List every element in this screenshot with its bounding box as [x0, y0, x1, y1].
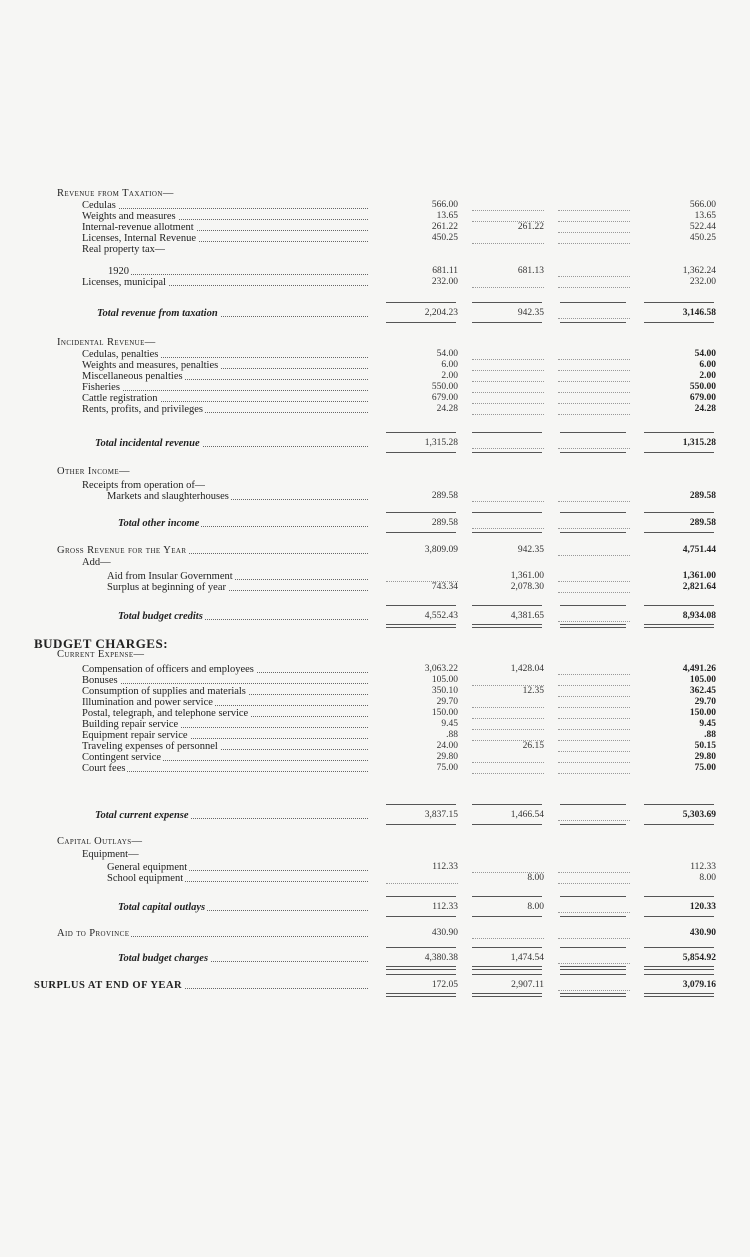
section-heading: Other Income—	[57, 466, 130, 477]
general-fund-value: 261.22	[431, 222, 458, 232]
total-value: 24.28	[694, 404, 716, 414]
rule-line	[644, 824, 714, 825]
line-item-label	[107, 491, 368, 502]
rule-line	[386, 532, 456, 533]
total-label	[118, 953, 368, 964]
rule-line	[386, 605, 456, 606]
total-value: 4,491.26	[682, 664, 716, 674]
rule-line	[472, 824, 542, 825]
total-value: 9.45	[699, 719, 716, 729]
subheading: Receipts from operation of—	[82, 480, 206, 491]
school-fund-value: 26.15	[522, 741, 544, 751]
rule-line	[560, 966, 626, 970]
label-text: Miscellaneous penalties	[82, 371, 183, 382]
rule-line	[472, 937, 544, 939]
label-text: Weights and measures, penalties	[82, 360, 219, 371]
label-text: School equipment	[107, 873, 184, 884]
line-item-label	[107, 571, 368, 582]
rule-line	[472, 717, 544, 719]
total-value: 3,146.58	[682, 308, 716, 318]
rule-line	[558, 500, 630, 502]
rule-line	[472, 380, 544, 382]
rule-line	[472, 209, 544, 211]
rule-line	[558, 962, 630, 964]
rule-line	[560, 804, 626, 805]
label-text: Total incidental revenue	[95, 438, 200, 449]
line-item-label	[82, 741, 368, 752]
rule-line	[386, 432, 456, 433]
general-fund-value: 29.70	[436, 697, 458, 707]
total-value: 120.33	[689, 902, 716, 912]
rule-line	[386, 624, 456, 628]
rule-line	[644, 804, 714, 805]
rule-line	[558, 402, 630, 404]
rule-line	[558, 580, 630, 582]
general-fund-value: 24.28	[436, 404, 458, 414]
total-value: 2,821.64	[682, 582, 716, 592]
general-fund-value: 24.00	[436, 741, 458, 751]
total-value: 4,751.44	[682, 545, 716, 555]
rule-line	[558, 527, 630, 529]
label-text: Building repair service	[82, 719, 179, 730]
total-value: 1,315.28	[682, 438, 716, 448]
rule-line	[558, 819, 630, 821]
rule-line	[472, 896, 542, 897]
rule-line	[560, 624, 626, 628]
line-item-label	[82, 686, 368, 697]
rule-line	[558, 871, 630, 873]
total-value: 362.45	[689, 686, 716, 696]
rule-line	[560, 322, 626, 323]
rule-line	[472, 947, 542, 948]
school-fund-value: 8.00	[527, 873, 544, 883]
line-item-label	[108, 266, 368, 277]
label-text: Cattle registration	[82, 393, 158, 404]
general-fund-value: 13.65	[436, 211, 458, 221]
total-value: 5,303.69	[682, 810, 716, 820]
gross-label	[57, 545, 368, 556]
surplus-label	[34, 980, 368, 991]
rule-line	[644, 624, 714, 628]
label-text: Markets and slaughterhouses	[107, 491, 229, 502]
label-text: Cedulas, penalties	[82, 349, 159, 360]
label-text: Postal, telegraph, and telephone service	[82, 708, 249, 719]
rule-line	[472, 966, 542, 970]
total-value: 1,361.00	[682, 571, 716, 581]
general-fund-value: 1,315.28	[424, 438, 458, 448]
total-label	[118, 611, 368, 622]
general-fund-value: 75.00	[436, 763, 458, 773]
rule-line	[558, 772, 630, 774]
rule-line	[558, 369, 630, 371]
rule-line	[558, 209, 630, 211]
line-item-label	[82, 277, 368, 288]
general-fund-value: 3,809.09	[424, 545, 458, 555]
general-fund-value: 450.25	[431, 233, 458, 243]
general-fund-value: 29.80	[436, 752, 458, 762]
school-fund-value: 942.35	[517, 308, 544, 318]
rule-line	[558, 447, 630, 449]
rule-line	[386, 993, 456, 997]
line-item-label	[107, 582, 368, 593]
rule-line	[644, 966, 714, 970]
label-text: Consumption of supplies and materials	[82, 686, 246, 697]
general-fund-value: 289.58	[431, 518, 458, 528]
rule-line	[472, 369, 544, 371]
total-value: 2.00	[699, 371, 716, 381]
rule-line	[472, 728, 544, 730]
rule-line	[386, 966, 456, 970]
general-fund-value: 3,063.22	[424, 664, 458, 674]
label-text: Aid from Insular Government	[107, 571, 233, 582]
section-heading: Capital Outlays—	[57, 836, 143, 847]
general-fund-value: 112.33	[432, 862, 458, 872]
line-item-label	[82, 697, 368, 708]
label-text: Weights and measures	[82, 211, 176, 222]
school-fund-value: 4,381.65	[510, 611, 544, 621]
line-item-label	[82, 664, 368, 675]
line-item-label	[82, 730, 368, 741]
total-value: .88	[704, 730, 716, 740]
general-fund-value: 350.10	[431, 686, 458, 696]
label-text: Internal-revenue allotment	[82, 222, 194, 233]
general-fund-value: 6.00	[441, 360, 458, 370]
general-fund-value: 2.00	[441, 371, 458, 381]
school-fund-value: 942.35	[517, 545, 544, 555]
rule-line	[386, 916, 456, 917]
rule-line	[644, 605, 714, 606]
rule-line	[472, 432, 542, 433]
general-fund-value: 9.45	[441, 719, 458, 729]
label-text: SURPLUS AT END OF YEAR	[34, 980, 183, 991]
line-item-label	[82, 349, 368, 360]
school-fund-value: 1,428.04	[510, 664, 544, 674]
line-item-label	[82, 233, 368, 244]
rule-line	[560, 432, 626, 433]
rule-line	[558, 286, 630, 288]
rule-line	[558, 989, 630, 991]
school-fund-value: 261.22	[517, 222, 544, 232]
total-value: 232.00	[689, 277, 716, 287]
rule-line	[386, 512, 456, 513]
rule-line	[560, 916, 626, 917]
line-item-label	[82, 719, 368, 730]
total-label	[95, 810, 368, 821]
rule-line	[558, 695, 630, 697]
school-fund-value: 2,078.30	[510, 582, 544, 592]
rule-line	[558, 882, 630, 884]
total-value: 8,934.08	[682, 611, 716, 621]
rule-line	[472, 605, 542, 606]
rule-line	[472, 993, 542, 997]
label-text: Total budget credits	[118, 611, 203, 622]
rule-line	[558, 231, 630, 233]
rule-line	[558, 554, 630, 556]
line-item-label	[82, 675, 368, 686]
total-value: 6.00	[699, 360, 716, 370]
rule-line	[558, 391, 630, 393]
rule-line	[560, 452, 626, 453]
rule-line	[558, 591, 630, 593]
rule-line	[560, 512, 626, 513]
total-value: 522.44	[689, 222, 716, 232]
general-fund-value: 172.05	[431, 980, 458, 990]
total-value: 29.80	[694, 752, 716, 762]
general-fund-value: 150.00	[431, 708, 458, 718]
total-label	[118, 902, 368, 913]
general-fund-value: 4,552.43	[424, 611, 458, 621]
rule-line	[472, 391, 544, 393]
rule-line	[472, 916, 542, 917]
total-value: 550.00	[689, 382, 716, 392]
general-fund-value: 743.34	[431, 582, 458, 592]
rule-line	[386, 452, 456, 453]
line-item-label	[82, 211, 368, 222]
line-item-label	[82, 222, 368, 233]
rule-line	[472, 532, 542, 533]
school-fund-value: 12.35	[522, 686, 544, 696]
rule-line	[644, 512, 714, 513]
subheading: Equipment—	[82, 849, 139, 860]
label-text: Surplus at beginning of year	[107, 582, 226, 593]
label-text: Licenses, Internal Revenue	[82, 233, 196, 244]
school-fund-value: 681.13	[517, 266, 544, 276]
general-fund-value: 54.00	[436, 349, 458, 359]
total-value: 105.00	[689, 675, 716, 685]
label-text: 1920	[108, 266, 129, 277]
rule-line	[644, 993, 714, 997]
total-value: 112.33	[690, 862, 716, 872]
label-text: Licenses, municipal	[82, 277, 166, 288]
rule-line	[558, 380, 630, 382]
label-text: Illumination and power service	[82, 697, 213, 708]
total-label	[97, 308, 368, 319]
school-fund-value: 1,466.54	[510, 810, 544, 820]
general-fund-value: 232.00	[431, 277, 458, 287]
rule-line	[472, 242, 544, 244]
school-fund-value: 1,474.54	[510, 953, 544, 963]
rule-line	[386, 896, 456, 897]
rule-line	[560, 302, 626, 303]
line-item-label	[82, 708, 368, 719]
rule-line	[560, 993, 626, 997]
label-text: Gross Revenue for the Year	[57, 545, 187, 556]
rule-line	[472, 358, 544, 360]
line-item-label	[107, 862, 368, 873]
rule-line	[386, 804, 456, 805]
general-fund-value: 2,204.23	[424, 308, 458, 318]
general-fund-value: 105.00	[431, 675, 458, 685]
rule-line	[644, 432, 714, 433]
total-label	[95, 438, 368, 449]
school-fund-value: 8.00	[527, 902, 544, 912]
general-fund-value: 550.00	[431, 382, 458, 392]
label-text: Contingent service	[82, 752, 162, 763]
label-text: Traveling expenses of personnel	[82, 741, 218, 752]
rule-line	[558, 220, 630, 222]
rule-line	[558, 358, 630, 360]
total-value: 289.58	[689, 518, 716, 528]
subheading: Add—	[82, 557, 111, 568]
rule-line	[558, 739, 630, 741]
label-text: Equipment repair service	[82, 730, 188, 741]
rule-line	[386, 974, 456, 975]
section-heading: Current Expense—	[57, 649, 145, 660]
rule-line	[560, 974, 626, 975]
general-fund-value: 289.58	[431, 491, 458, 501]
line-item-label	[82, 200, 368, 211]
label-text: General equipment	[107, 862, 188, 873]
label-text: Total capital outlays	[118, 902, 206, 913]
general-fund-value: 681.11	[432, 266, 458, 276]
gross-label	[57, 928, 368, 939]
total-value: 29.70	[694, 697, 716, 707]
line-item-label	[82, 763, 368, 774]
rule-line	[472, 772, 544, 774]
line-item-label	[107, 873, 368, 884]
rule-line	[472, 402, 544, 404]
line-item-label	[82, 371, 368, 382]
total-value: 450.25	[689, 233, 716, 243]
rule-line	[560, 532, 626, 533]
general-fund-value: 112.33	[432, 902, 458, 912]
general-fund-value: 430.90	[431, 928, 458, 938]
total-value: 150.00	[689, 708, 716, 718]
total-value: 1,362.24	[682, 266, 716, 276]
rule-line	[558, 242, 630, 244]
total-value: 3,079.16	[682, 980, 716, 990]
section-heading: Revenue from Taxation—	[57, 188, 174, 199]
rule-line	[558, 317, 630, 319]
rule-line	[558, 620, 630, 622]
school-fund-value: 1,361.00	[510, 571, 544, 581]
rule-line	[644, 452, 714, 453]
rule-line	[558, 673, 630, 675]
line-item-label	[82, 382, 368, 393]
rule-line	[472, 447, 544, 449]
rule-line	[558, 413, 630, 415]
rule-line	[558, 937, 630, 939]
label-text: Compensation of officers and employees	[82, 664, 254, 675]
label-text: Fisheries	[82, 382, 120, 393]
rule-line	[644, 322, 714, 323]
line-item-label	[82, 752, 368, 763]
rule-line	[558, 750, 630, 752]
rule-line	[560, 605, 626, 606]
rule-line	[558, 717, 630, 719]
rule-line	[472, 512, 542, 513]
general-fund-value: .88	[446, 730, 458, 740]
rule-line	[472, 761, 544, 763]
rule-line	[472, 706, 544, 708]
rule-line	[386, 302, 456, 303]
total-value: 50.15	[694, 741, 716, 751]
rule-line	[472, 413, 544, 415]
total-value: 5,854.92	[682, 953, 716, 963]
general-fund-value: 679.00	[431, 393, 458, 403]
rule-line	[558, 911, 630, 913]
rule-line	[472, 804, 542, 805]
rule-line	[560, 947, 626, 948]
rule-line	[558, 275, 630, 277]
label-text: Total other income	[118, 518, 200, 529]
rule-line	[558, 684, 630, 686]
total-label	[118, 518, 368, 529]
label-text: Rents, profits, and privileges	[82, 404, 204, 415]
label-text: Court fees	[82, 763, 126, 774]
rule-line	[472, 322, 542, 323]
total-value: 75.00	[694, 763, 716, 773]
total-value: 679.00	[689, 393, 716, 403]
rule-line	[386, 882, 458, 884]
budget-charges-title: BUDGET CHARGES:	[34, 636, 169, 651]
section-heading: Incidental Revenue—	[57, 337, 156, 348]
general-fund-value: 4,380.38	[424, 953, 458, 963]
rule-line	[644, 947, 714, 948]
rule-line	[386, 947, 456, 948]
line-item-label	[82, 360, 368, 371]
rule-line	[472, 302, 542, 303]
rule-line	[644, 896, 714, 897]
rule-line	[472, 527, 544, 529]
total-value: 430.90	[689, 928, 716, 938]
total-value: 289.58	[689, 491, 716, 501]
rule-line	[644, 302, 714, 303]
rule-line	[472, 500, 544, 502]
rule-line	[644, 916, 714, 917]
total-value: 8.00	[699, 873, 716, 883]
total-value: 13.65	[694, 211, 716, 221]
total-value: 54.00	[694, 349, 716, 359]
rule-line	[560, 824, 626, 825]
line-item-label	[82, 404, 368, 415]
label-text: Cedulas	[82, 200, 116, 211]
total-value: 566.00	[689, 200, 716, 210]
general-fund-value: 566.00	[431, 200, 458, 210]
rule-line	[558, 706, 630, 708]
school-fund-value: 2,907.11	[511, 980, 544, 990]
label-text: Total revenue from taxation	[97, 308, 218, 319]
line-item-label	[82, 393, 368, 404]
subheading: Real property tax—	[82, 244, 166, 255]
general-fund-value: 3,837.15	[424, 810, 458, 820]
rule-line	[644, 974, 714, 975]
rule-line	[472, 286, 544, 288]
rule-line	[386, 322, 456, 323]
rule-line	[472, 452, 542, 453]
label-text: Aid to Province	[57, 928, 130, 939]
rule-line	[386, 824, 456, 825]
rule-line	[644, 532, 714, 533]
rule-line	[472, 624, 542, 628]
rule-line	[472, 974, 542, 975]
rule-line	[560, 896, 626, 897]
label-text: Bonuses	[82, 675, 118, 686]
rule-line	[558, 728, 630, 730]
label-text: Total budget charges	[118, 953, 209, 964]
label-text: Total current expense	[95, 810, 189, 821]
rule-line	[558, 761, 630, 763]
